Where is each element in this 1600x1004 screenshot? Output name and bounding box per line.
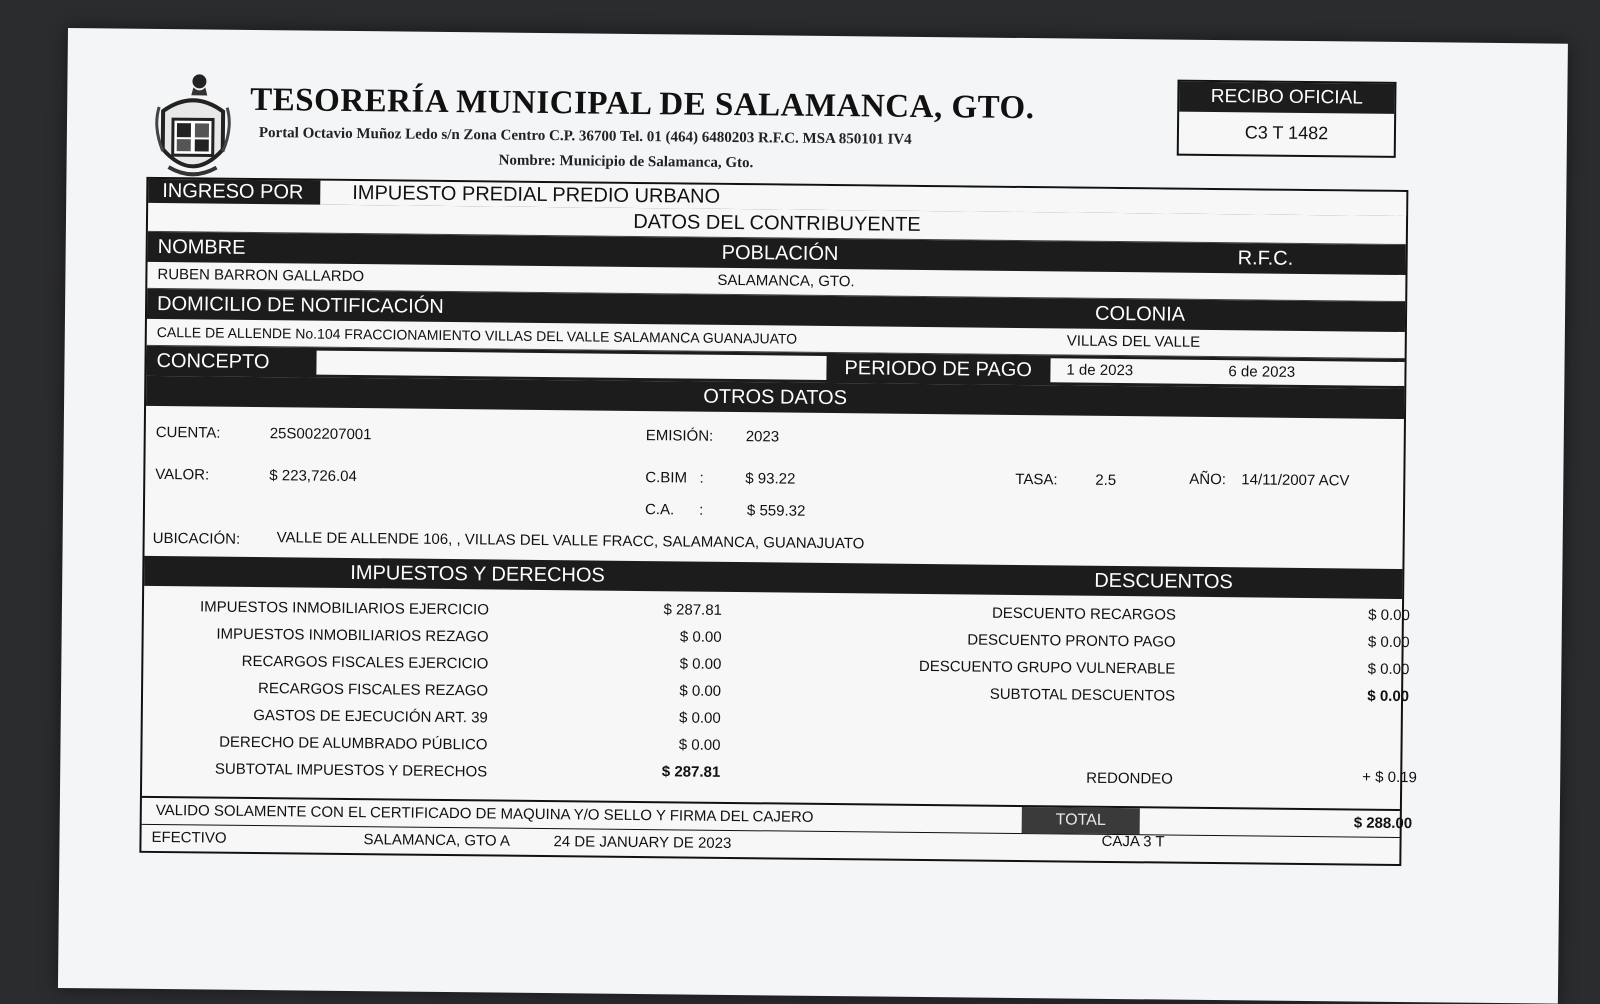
impuesto-label: IMPUESTOS INMOBILIARIOS REZAGO	[216, 625, 489, 646]
impuesto-value: $ 287.81	[661, 763, 721, 781]
impuesto-value: $ 0.00	[679, 628, 722, 646]
impuestos-section-title: IMPUESTOS Y DERECHOS	[350, 561, 605, 587]
valido-notice: VALIDO SOLAMENTE CON EL CERTIFICADO DE MAQUINA Y/O SELLO Y FIRMA DEL CAJERO	[155, 801, 814, 826]
rfc-label: R.F.C.	[1237, 247, 1294, 270]
descuento-value: $ 0.00	[1367, 660, 1410, 679]
descuento-label: DESCUENTO GRUPO VULNERABLE	[918, 657, 1176, 678]
ubicacion-value: VALLE DE ALLENDE 106, , VILLAS DEL VALLE FRACC, SALAMANCA, GUANAJUATO	[276, 529, 865, 553]
impuesto-label: DERECHO DE ALUMBRADO PÚBLICO	[219, 733, 488, 754]
impuesto-value: $ 0.00	[679, 709, 721, 727]
valor-value: $ 223,726.04	[269, 467, 358, 486]
descuentos-section-title: DESCUENTOS	[1094, 569, 1233, 594]
cbim-value: $ 93.22	[745, 470, 796, 488]
redondeo-label: REDONDEO	[1086, 769, 1173, 788]
periodo-desde: 1 de 2023	[1066, 361, 1134, 380]
cuenta-value: 25S002207001	[269, 425, 372, 444]
contribuyente-section-title: DATOS DEL CONTRIBUYENTE	[633, 210, 921, 236]
poblacion-value: SALAMANCA, GTO.	[717, 271, 855, 291]
concepto-label: CONCEPTO	[156, 349, 270, 374]
cbim-label: C.BIM :	[645, 469, 704, 487]
impuesto-label: IMPUESTOS INMOBILIARIOS EJERCICIO	[199, 598, 490, 619]
descuento-value: $ 0.00	[1367, 633, 1410, 652]
total-label: TOTAL	[1022, 807, 1140, 834]
tasa-value: 2.5	[1095, 471, 1117, 490]
valor-label: VALOR:	[155, 465, 210, 484]
page-title: TESORERÍA MUNICIPAL DE SALAMANCA, GTO.	[250, 81, 1035, 127]
concepto-value-box	[316, 351, 826, 380]
receipt-number-box	[1177, 80, 1397, 158]
poblacion-label: POBLACIÓN	[721, 241, 839, 266]
nombre-value: RUBEN BARRON GALLARDO	[157, 265, 365, 286]
otros-datos	[144, 406, 1404, 569]
caja: CAJA 3 T	[1101, 832, 1165, 851]
anio-label: AÑO:	[1189, 470, 1227, 489]
receipt-paper	[58, 28, 1568, 1004]
tasa-label: TASA:	[1015, 470, 1058, 489]
otros-section-title: OTROS DATOS	[703, 385, 848, 410]
issuer-name: Nombre: Municipio de Salamanca, Gto.	[498, 152, 754, 172]
ingreso-label: INGRESO POR	[162, 179, 304, 204]
receipt-label: RECIBO OFICIAL	[1179, 82, 1394, 114]
fecha: 24 DE JANUARY DE 2023	[553, 833, 732, 852]
periodo-hasta: 6 de 2023	[1228, 363, 1296, 381]
redondeo-value: + $ 0.19	[1362, 768, 1417, 787]
periodo-label: PERIODO DE PAGO	[844, 357, 1033, 382]
ca-value: $ 559.32	[746, 502, 806, 520]
domicilio-label: DOMICILIO DE NOTIFICACIÓN	[157, 292, 444, 318]
emision-label: EMISIÓN:	[645, 427, 714, 445]
ingreso-value: IMPUESTO PREDIAL PREDIO URBANO	[352, 181, 721, 208]
descuento-label: SUBTOTAL DESCUENTOS	[989, 685, 1176, 705]
emision-value: 2023	[745, 428, 780, 446]
impuesto-label: SUBTOTAL IMPUESTOS Y DERECHOS	[214, 760, 488, 781]
impuesto-label: GASTOS DE EJECUCIÓN ART. 39	[253, 706, 488, 727]
receipt-form	[139, 177, 1417, 866]
receipt-number: C3 T 1482	[1244, 122, 1329, 144]
nombre-label: NOMBRE	[157, 235, 246, 259]
office-address: Portal Octavio Muñoz Ledo s/n Zona Centro C.P. 36700 Tel. 01 (464) 6480203 R.F.C. MSA 850101 IV4	[258, 125, 912, 148]
total-value: $ 288.00	[1353, 814, 1413, 833]
colonia-label: COLONIA	[1094, 302, 1186, 326]
impuestos-descuentos	[142, 586, 1417, 809]
municipal-seal-icon	[152, 71, 233, 184]
lugar: SALAMANCA, GTO A	[363, 831, 511, 850]
colonia-value: VILLAS DEL VALLE	[1066, 332, 1201, 351]
anio-value: 14/11/2007 ACV	[1241, 471, 1350, 490]
impuesto-value: $ 0.00	[679, 655, 722, 673]
ca-label: C.A. :	[644, 501, 704, 519]
impuesto-value: $ 287.81	[663, 601, 723, 619]
domicilio-value: CALLE DE ALLENDE No.104 FRACCIONAMIENTO VILLAS DEL VALLE SALAMANCA GUANAJUATO	[156, 323, 798, 347]
descuento-value: $ 0.00	[1368, 606, 1411, 625]
descuento-label: DESCUENTO RECARGOS	[991, 604, 1177, 624]
forma-pago: EFECTIVO	[151, 828, 227, 847]
descuento-label: DESCUENTO PRONTO PAGO	[967, 631, 1176, 651]
impuesto-label: RECARGOS FISCALES EJERCICIO	[241, 652, 489, 673]
cuenta-label: CUENTA:	[155, 423, 221, 442]
impuesto-label: RECARGOS FISCALES REZAGO	[257, 680, 489, 700]
impuesto-value: $ 0.00	[678, 736, 721, 754]
impuesto-value: $ 0.00	[679, 682, 722, 700]
ubicacion-label: UBICACIÓN:	[152, 529, 241, 548]
descuento-value: $ 0.00	[1367, 687, 1410, 706]
